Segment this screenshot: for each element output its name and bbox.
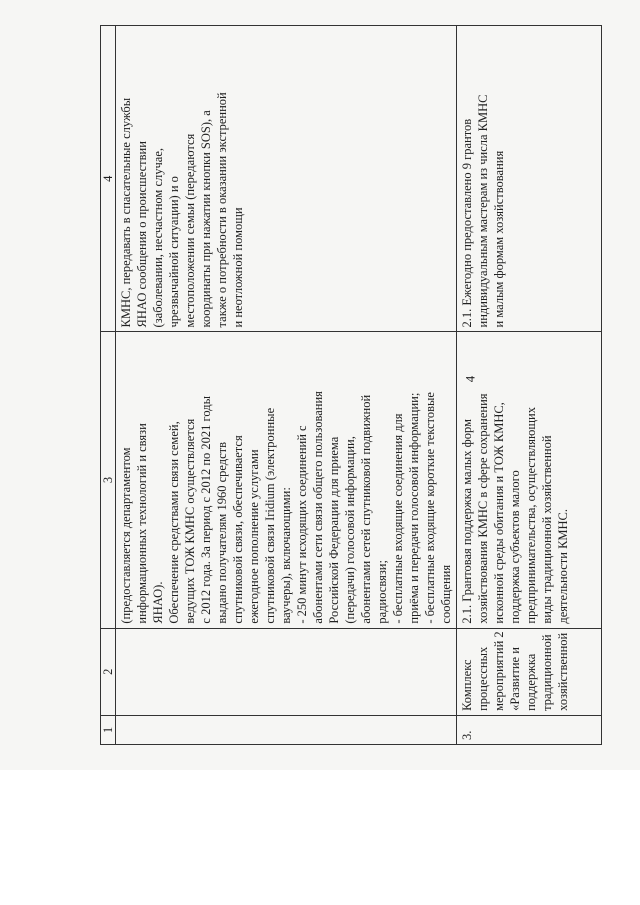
cell-line: координаты при нажатии кнопки SOS), а [199, 110, 213, 328]
cell-line: поддержка [524, 653, 538, 711]
row-b-col1: 3. [457, 715, 602, 744]
row-a-col2 [116, 628, 457, 715]
row-a-col1 [116, 715, 457, 744]
rotated-table-block [100, 25, 570, 745]
cell-line: мероприятий 2 [492, 631, 506, 711]
cell-line: выдано получателям 1960 средств [215, 441, 229, 624]
cell-line: Комплекс [460, 659, 474, 711]
row-b-col2 [457, 628, 602, 715]
cell-line: спутниковой связи Iridium (электронные [263, 407, 277, 624]
table-row-continuation [116, 26, 457, 745]
cell-line: ЯНАО). [151, 581, 165, 624]
cell-line: информационных технологий и связи [135, 423, 149, 624]
cell-line: (заболевании, несчастном случае, [151, 147, 165, 328]
cell-line: хозяйствования КМНС в сфере сохранения [476, 393, 490, 624]
cell-line: радиосвязи; [375, 560, 389, 624]
cell-line: хозяйственной [556, 632, 570, 711]
cell-line: спутниковой связи, обеспечивается [231, 435, 245, 624]
cell-line: виды традиционной хозяйственной [540, 435, 554, 624]
cell-line: сообщения [439, 564, 453, 624]
cell-line: индивидуальным мастерам из числа КМНС [476, 94, 490, 328]
cell-line: предпринимательства, осуществляющих [524, 407, 538, 624]
cell-line: с 2012 года. За период с 2012 по 2021 годы [199, 396, 213, 624]
cell-line: ваучеры), включающими: [279, 487, 293, 624]
row-b-col4 [457, 26, 602, 332]
page-number: 4 [462, 375, 478, 383]
row-b-col3 [457, 332, 602, 628]
cell-line: 2.1. Ежегодно предоставлено 9 грантов [460, 118, 474, 328]
header-col-2: 2 [101, 628, 116, 715]
cell-line: Российской Федерации для приема [327, 436, 341, 624]
row-a-col3 [116, 332, 457, 628]
measures-table [100, 25, 602, 745]
cell-line: Обеспечение средствами связи семей, [167, 421, 181, 624]
header-col-3: 3 [101, 332, 116, 628]
cell-line: и неотложной помощи [231, 207, 245, 328]
cell-line: местоположении семьи (передаются [183, 133, 197, 328]
table-row-item-3 [457, 26, 602, 745]
cell-line: ежегодное пополнение услугами [247, 449, 261, 624]
cell-line: исконной среды обитания и ТОЖ КМНС, [492, 402, 506, 624]
cell-line: поддержка субъектов малого [508, 470, 522, 624]
cell-line: приёма и передачи голосовой информации; [407, 392, 421, 624]
cell-line: чрезвычайной ситуации) и о [167, 176, 181, 328]
cell-line: - 250 минут исходящих соединений с [295, 425, 309, 624]
cell-line: - бесплатные входящие короткие текстовые [423, 392, 437, 624]
table-header-row [101, 26, 116, 745]
cell-line: традиционной [540, 634, 554, 711]
cell-line: ЯНАО сообщения о происшествии [135, 141, 149, 328]
cell-line: также о потребности в оказании экстренной [215, 92, 229, 328]
cell-line: КМНС, передавать в спасательные службы [119, 97, 133, 328]
cell-line: (предоставляется департаментом [119, 447, 133, 624]
header-col-1: 1 [101, 715, 116, 744]
cell-line: абонентами сети связи общего пользования [311, 391, 325, 624]
cell-line: абонентами сетей спутниковой подвижной [359, 394, 373, 624]
cell-line: 2.1. Грантовая поддержка малых форм [460, 418, 474, 624]
row-a-col4 [116, 26, 457, 332]
cell-line: - бесплатные входящие соединения для [391, 413, 405, 624]
header-col-4: 4 [101, 26, 116, 332]
cell-line: и малым формам хозяйствования [492, 150, 506, 328]
cell-line: деятельности КМНС. [556, 508, 570, 624]
cell-line: «Развитие и [508, 647, 522, 711]
cell-line: ведущих ТОЖ КМНС осуществляется [183, 418, 197, 624]
cell-line: (передачи) голосовой информации, [343, 436, 357, 624]
cell-line: процессных [476, 646, 490, 711]
